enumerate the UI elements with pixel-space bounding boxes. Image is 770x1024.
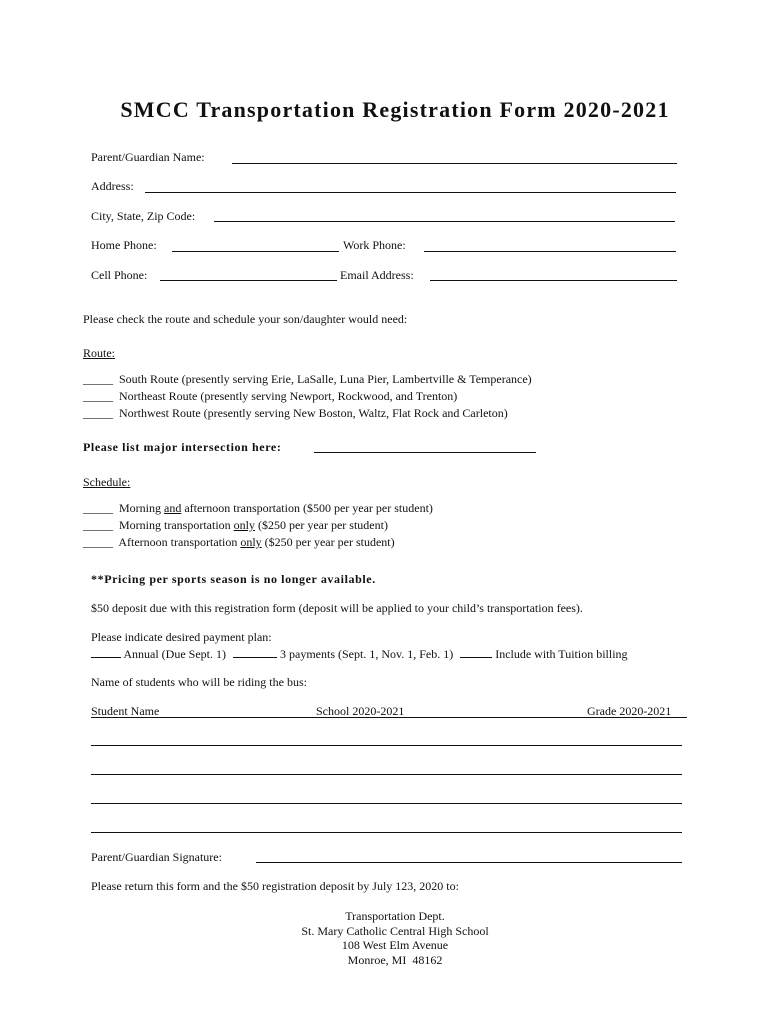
route-intro: Please check the route and schedule your son/daughter would need: [83, 312, 408, 326]
email-field[interactable] [430, 280, 677, 281]
parent-name-label: Parent/Guardian Name: [91, 150, 205, 164]
cell-phone-label: Cell Phone: [91, 268, 148, 282]
cell-phone-field[interactable] [160, 280, 337, 281]
students-label: Name of students who will be riding the bus: [91, 675, 307, 689]
schedule-option-text: Afternoon transportation [118, 535, 241, 549]
student-row-line[interactable] [91, 803, 682, 804]
schedule-option[interactable] [83, 501, 433, 516]
schedule-heading: Schedule: [83, 475, 131, 489]
route-heading: Route: [83, 346, 115, 360]
route-option-label: South Route (presently serving Erie, LaSalle, Luna Pier, Lambertville & Temperance) [119, 372, 532, 386]
schedule-option-emphasis: only [240, 535, 262, 549]
schedule-option-text: Morning transportation [119, 518, 234, 532]
address-field[interactable] [145, 192, 676, 193]
schedule-checkbox-blank[interactable]: _____ [83, 535, 113, 549]
route-option[interactable] [83, 389, 457, 404]
payment-plan-options [91, 645, 628, 662]
schedule-option-text: Morning [119, 501, 164, 515]
student-row-line[interactable] [91, 745, 682, 746]
annual-blank[interactable] [91, 645, 121, 658]
schedule-option-emphasis: and [164, 501, 182, 515]
work-phone-label: Work Phone: [343, 238, 406, 252]
deposit-note: $50 deposit due with this registration form (deposit will be applied to your child’s transportation fees). [91, 601, 583, 615]
form-title: SMCC Transportation Registration Form 2020-2021 [120, 97, 670, 122]
signature-label: Parent/Guardian Signature: [91, 850, 222, 864]
address-label: Address: [91, 179, 134, 193]
return-note: Please return this form and the $50 registration deposit by July 123, 2020 to: [91, 879, 459, 893]
work-phone-field[interactable] [424, 251, 676, 252]
schedule-option-emphasis: only [233, 518, 255, 532]
parent-name-field[interactable] [232, 163, 677, 164]
address-line-dept: Transportation Dept. [345, 909, 445, 923]
tuition-billing-blank[interactable] [460, 645, 492, 658]
route-option[interactable] [83, 406, 508, 421]
signature-field[interactable] [256, 862, 682, 863]
intersection-field[interactable] [314, 452, 536, 453]
pricing-note: **Pricing per sports season is no longer available. [91, 572, 376, 586]
student-name-column-header: Student Name [91, 704, 160, 718]
address-line-school: St. Mary Catholic Central High School [301, 924, 489, 938]
city-state-zip-field[interactable] [214, 221, 675, 222]
route-option-label: Northwest Route (presently serving New Boston, Waltz, Flat Rock and Carleton) [119, 406, 508, 420]
school-column-header: School 2020-2021 [316, 704, 405, 718]
city-state-zip-label: City, State, Zip Code: [91, 209, 196, 223]
route-checkbox-blank[interactable]: _____ [83, 406, 113, 420]
address-line-city: Monroe, MI 48162 [347, 953, 443, 967]
home-phone-label: Home Phone: [91, 238, 157, 252]
schedule-checkbox-blank[interactable]: _____ [83, 518, 113, 532]
schedule-option-text: ($250 per year per student) [255, 518, 388, 532]
home-phone-field[interactable] [172, 251, 339, 252]
route-checkbox-blank[interactable]: _____ [83, 372, 113, 386]
grade-column-header: Grade 2020-2021 [587, 704, 672, 718]
student-row-line[interactable] [91, 832, 682, 833]
three-payments-blank[interactable] [233, 645, 277, 658]
student-row-line[interactable] [91, 774, 682, 775]
schedule-option[interactable] [83, 535, 395, 550]
three-payments-option-label: 3 payments (Sept. 1, Nov. 1, Feb. 1) [280, 647, 454, 661]
annual-option-label: Annual (Due Sept. 1) [123, 647, 226, 661]
route-option-label: Northeast Route (presently serving Newport, Rockwood, and Trenton) [119, 389, 458, 403]
schedule-option-text: afternoon transportation ($500 per year per student) [181, 501, 433, 515]
email-label: Email Address: [340, 268, 414, 282]
schedule-option[interactable] [83, 518, 388, 533]
route-checkbox-blank[interactable]: _____ [83, 389, 113, 403]
tuition-billing-option-label: Include with Tuition billing [495, 647, 628, 661]
schedule-option-text: ($250 per year per student) [261, 535, 395, 549]
address-line-street: 108 West Elm Avenue [341, 938, 449, 952]
payment-plan-label: Please indicate desired payment plan: [91, 630, 272, 644]
route-option[interactable] [83, 372, 532, 387]
intersection-label: Please list major intersection here: [83, 440, 282, 454]
schedule-checkbox-blank[interactable]: _____ [83, 501, 113, 515]
